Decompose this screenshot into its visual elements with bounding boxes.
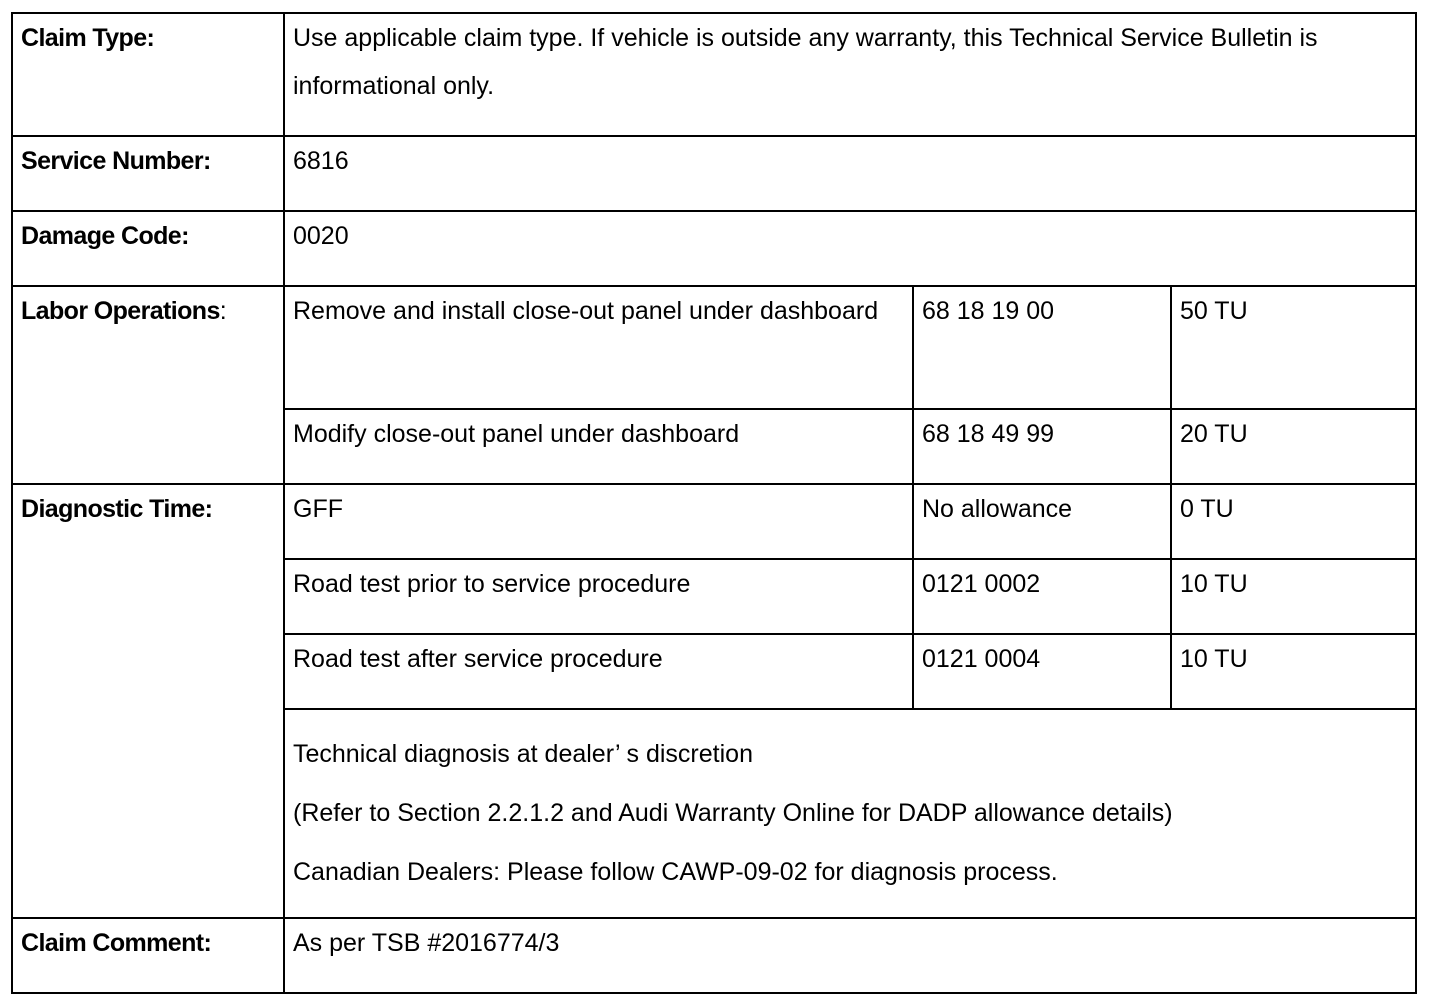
claim-comment-row: [12, 918, 1416, 993]
service-number-label: Service Number:: [12, 136, 284, 211]
labor-operation-description: Modify close-out panel under dashboard: [284, 409, 913, 484]
labor-operation-time: 50 TU: [1171, 286, 1416, 409]
labor-operation-code: 68 18 49 99: [913, 409, 1171, 484]
labor-operations-label-colon: :: [219, 297, 227, 325]
diagnostic-code: 0121 0002: [913, 559, 1171, 634]
claim-type-row: [12, 13, 1416, 136]
claim-type-value: Use applicable claim type. If vehicle is outside any warranty, this Technical Service Bulletin is informational only.: [284, 13, 1416, 136]
diagnostic-time: 10 TU: [1171, 634, 1416, 709]
claim-comment-label: Claim Comment:: [12, 918, 284, 993]
diagnostic-time: 0 TU: [1171, 484, 1416, 559]
diagnostic-note: Technical diagnosis at dealer’ s discretion: [293, 740, 753, 768]
diagnostic-note: (Refer to Section 2.2.1.2 and Audi Warranty Online for DADP allowance details): [293, 799, 1173, 827]
labor-operation-description: Remove and install close-out panel under dashboard: [284, 286, 913, 409]
labor-operation-row: [12, 286, 1416, 409]
diagnostic-code: 0121 0004: [913, 634, 1171, 709]
damage-code-label: Damage Code:: [12, 211, 284, 286]
labor-operations-label-text: Labor Operations: [21, 297, 220, 325]
diagnostic-description: GFF: [284, 484, 913, 559]
diagnostic-notes: [284, 709, 1416, 918]
labor-operation-time: 20 TU: [1171, 409, 1416, 484]
damage-code-value: 0020: [284, 211, 1416, 286]
diagnostic-description: Road test prior to service procedure: [284, 559, 913, 634]
claim-type-label: Claim Type:: [12, 13, 284, 136]
claim-comment-value: As per TSB #2016774/3: [284, 918, 1416, 993]
service-number-row: [12, 136, 1416, 211]
diagnostic-description: Road test after service procedure: [284, 634, 913, 709]
labor-operations-label: [12, 286, 284, 484]
service-number-value: 6816: [284, 136, 1416, 211]
damage-code-row: [12, 211, 1416, 286]
warranty-claim-table: [11, 12, 1417, 994]
diagnostic-time: 10 TU: [1171, 559, 1416, 634]
diagnostic-time-label: Diagnostic Time:: [12, 484, 284, 918]
diagnostic-note: Canadian Dealers: Please follow CAWP-09-02 for diagnosis process.: [293, 858, 1058, 886]
diagnostic-code: No allowance: [913, 484, 1171, 559]
diagnostic-time-row: [12, 484, 1416, 559]
labor-operation-code: 68 18 19 00: [913, 286, 1171, 409]
